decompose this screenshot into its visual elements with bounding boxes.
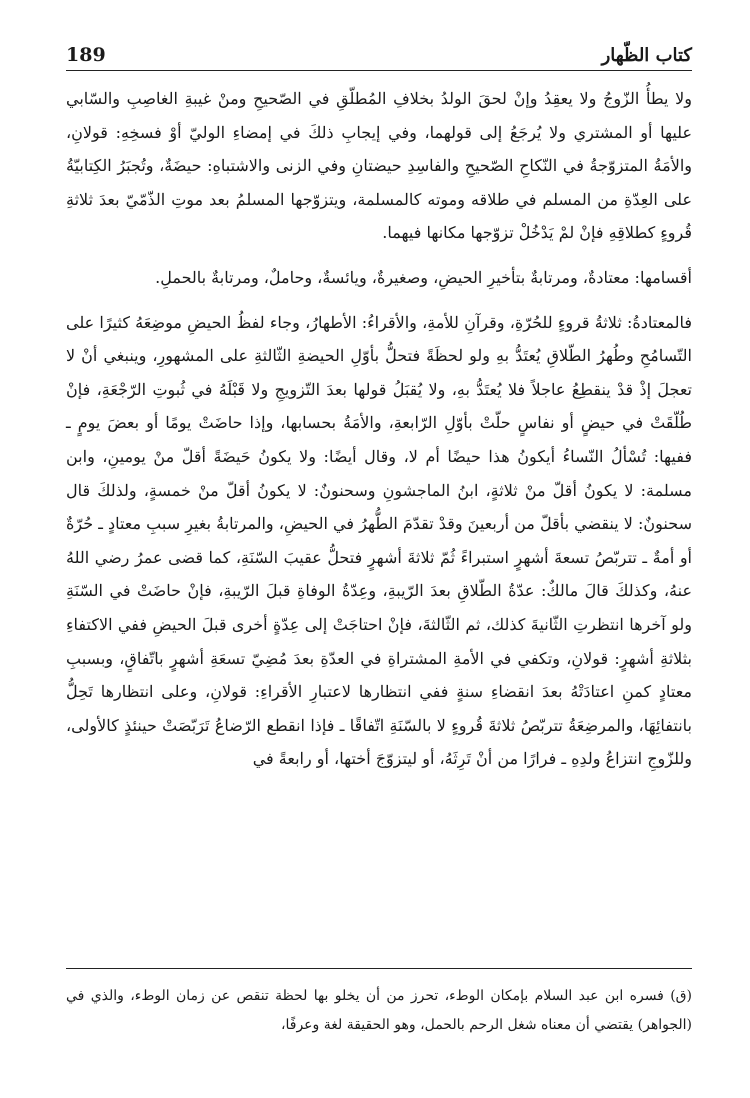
footnote-rule — [66, 968, 692, 969]
footnote — [66, 982, 692, 1040]
footnote-text: (ق) فسره ابن عبد السلام بإمكان الوطء، تحرز من أن يخلو بها لحظة تنقص عن زمان الوطء، والذي في (الجواهر) يقتضي أن معناه شغل الرحم بالحمل، وهو الحقيقة لغة وعرفًا، — [66, 988, 692, 1033]
header-rule — [66, 70, 692, 71]
main-text — [66, 82, 692, 776]
paragraph: أقسامها: معتادةٌ، ومرتابةٌ بتأخيرِ الحيضِ، وصغيرةٌ، ويائسةٌ، وحاملٌ، ومرتابةٌ بالحملِ. — [155, 267, 692, 287]
page-header — [66, 38, 692, 66]
paragraph: ولا يطأُ الزّوجُ ولا يعقِدُ وإنْ لحقَ الولدُ بخلافِ المُطلّقِ في الصّحيحِ ومنْ غيبةِ الغاصِبِ والسّابي عليها أو المشتري ولا يُرجَعُ إلى قولهما، وفي إيجابِ ذلكَ في إمضاءِ الوليّ أوْ فسخِهِ: قولانِ، والأمَةُ المتزوّجةُ في النّكاحِ الصّحيحِ والفاسِدِ حيضتانِ وفي الزنى والاشتباهِ: حيضَةٌ، وتُجبَرُ الكِتابيّةُ على العِدّةِ من المسلم في طلاقه وموته كالمسلمة، ويتزوّجها المسلمُ بعد موتِ الذّمّيّ بعدَ ثلاثةِ قُروءٍ كطلاقِهِ فإنْ لمْ يَدْخُلْ تزوّجها مكانها فيهما. — [66, 89, 693, 243]
page-number: 189 — [66, 44, 106, 66]
running-title: كتاب الظّهار — [601, 45, 692, 66]
paragraph: فالمعتادةُ: ثلاثةُ قروءٍ للحُرّةِ، وقرآنِ للأمةِ، والأقراءُ: الأطهارُ، وجاء لفظُ الحيضِ موضِعَهُ كثيرًا على التّسامُحِ وطُهرُ الطّلاقِ يُعتَدُّ بهِ ولو لحظَةً فتحلُّ بأوّلِ الحيضةِ الثّالثةِ على المشهورِ، وينبغي أنْ لا تعجلَ إذْ قدْ ينقطِعُ عاجلاً فلا يُعتَدُّ بهِ، ولا يُقبَلُ قولها بعدَ التّزويجِ ولا قَبْلَهُ في ثُبوتِ الرّجْعَةِ، فإنْ طُلّقَتْ في حيضٍ أو نفاسٍ حلّتْ بأوّلِ الرّابعةِ، والأمَةُ بحسابها، وإذا حاضَتْ يومًا أو بعضَ يومٍ ـ ففيها: تُسْألُ النّساءُ أيكونُ هذا حيضًا أم لا، وقال أيضًا: ولا يكونُ حَيضَةً أقلّ منْ يومينِ، وابن مسلمة: لا يكونُ أقلّ منْ ثلاثةٍ، ابنُ الماجشونِ وسحنونٌ: لا يكونُ أقلّ منْ خمسةٍ، ولذلكَ قال سحنونٌ: لا ينقضي بأقلّ من أربعينَ وقدْ تقدّمَ الطُّهرُ في الحيضِ، والمرتابةُ بغيرِ سببِ معتادٍ ـ حُرّةٌ أو أمةٌ ـ تتربّصُ تسعةَ أشهرٍ استبراءً ثُمّ ثلاثةَ أشهرٍ فتحلُّ عقيبَ السّنَةِ، كما قضى عمرُ رضي اللهُ عنهُ، وكذلكَ قالَ مالكٌ: عدّةُ الطّلاقِ بعدَ الرّيبةِ، وعِدّةُ الوفاةِ قبلَ الرّيبةِ، فإنْ حاضَتْ في السّنَةِ ولو آخرها انتظرتِ الثّانيةَ كذلك، ثم الثّالثةَ، فإنْ احتاجَتْ إلى عِدّةٍ أخرى قبلَ الحيضِ ففي الاكتفاءِ بثلاثةِ أشهرٍ: قولانِ، وتكفي في الأمةِ المشتراةِ في العدّةِ بعدَ مُضِيّ تسعَةِ أشهرٍ باتّفاقٍ، وبسببِ معتادٍ كمنِ اعتادَتْهُ بعدَ انقضاءِ سنةٍ ففي انتظارها لاعتبارِ الأقراءِ: قولانِ، وعلى انتظارها تَحِلُّ بانتفائِهَا، والمرضِعَةُ تتربّصُ ثلاثةَ قُروءٍ لا بالسّنَةِ اتّفاقًا ـ فإذا انقطع الرّضاعُ تَرَبّصَتْ حينئذٍ كالأولى، وللزّوجِ انتزاعُ ولدِهِ ـ فرارًا من أنْ تَرِثَهُ، أو ليتزوّجَ أختها، أو رابعةً في — [66, 312, 692, 769]
